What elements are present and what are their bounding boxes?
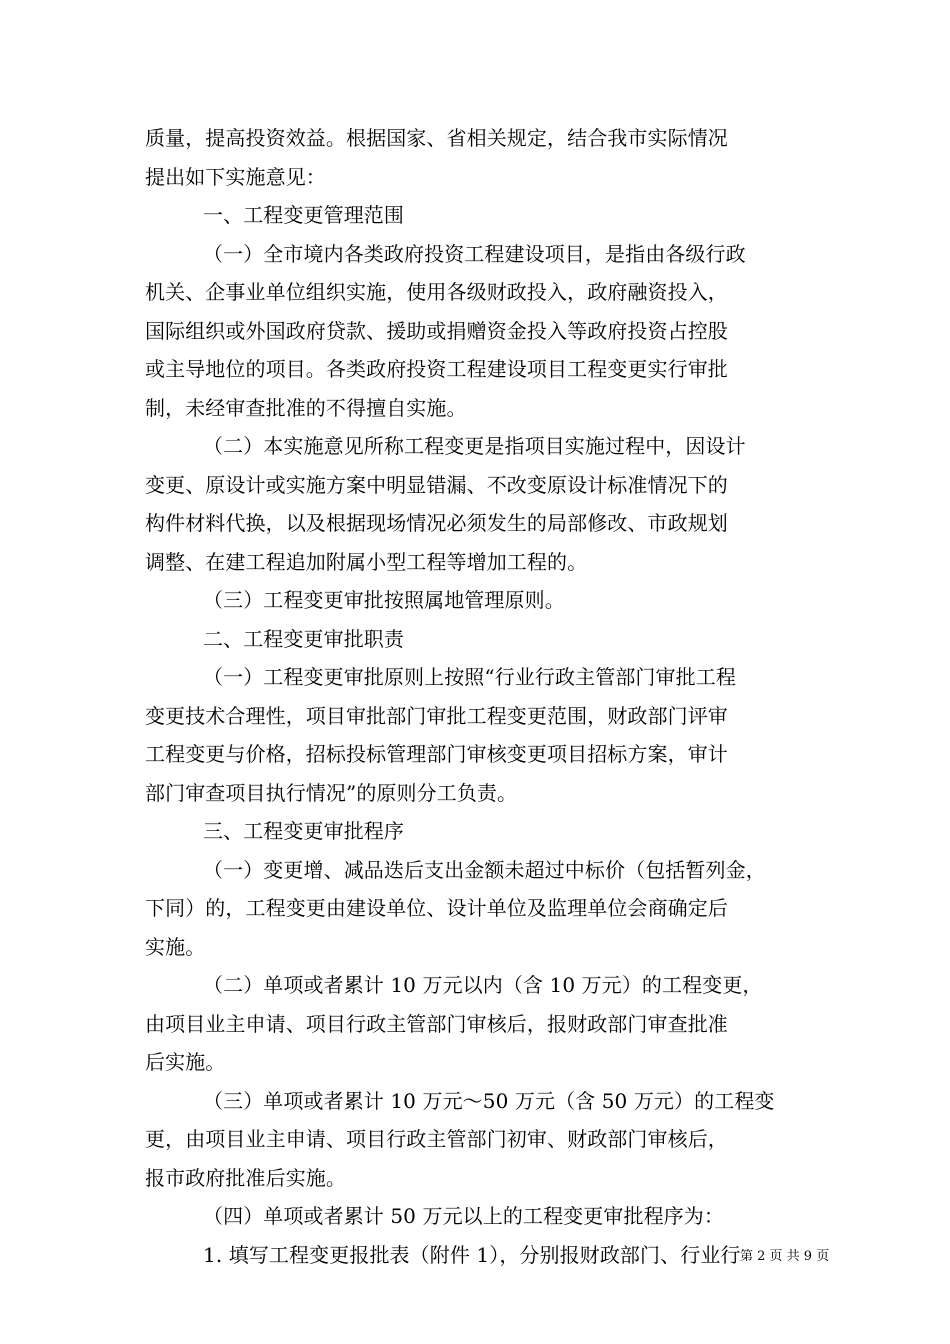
text-line: 后实施。	[145, 1050, 226, 1074]
text-line: 部门审查项目执行情况”的原则分工负责。	[145, 780, 518, 805]
text-line: 二、工程变更审批职责	[203, 626, 404, 651]
text-line: 更，由项目业主申请、项目行政主管部门初审、财政部门审核后，	[145, 1127, 728, 1151]
text-line: （三）工程变更审批按照属地管理原则。	[203, 588, 565, 612]
text-line: （四）单项或者累计 50 万元以上的工程变更审批程序为：	[203, 1204, 724, 1228]
text-line: 提出如下实施意见：	[145, 164, 326, 189]
text-line: 调整、在建工程追加附属小型工程等增加工程的。	[145, 549, 588, 574]
text-line: 由项目业主申请、项目行政主管部门审核后，报财政部门审查批准	[145, 1011, 728, 1036]
text-line: 制，未经审查批准的不得擅自实施。	[145, 395, 467, 420]
text-line: 机关、企事业单位组织实施，使用各级财政投入，政府融资投入，	[145, 280, 728, 304]
page-number: 第 2 页 共 9 页	[740, 1249, 830, 1264]
text-line: 变更技术合理性，项目审批部门审批工程变更范围，财政部门评审	[145, 703, 728, 728]
text-line: 构件材料代换，以及根据现场情况必须发生的局部修改、市政规划	[145, 511, 728, 535]
text-line: 变更、原设计或实施方案中明显错漏、不改变原设计标准情况下的	[145, 472, 728, 497]
text-line: 三、工程变更审批程序	[203, 819, 404, 843]
text-line: 一、工程变更管理范围	[203, 203, 404, 227]
text-line: 工程变更与价格，招标投标管理部门审核变更项目招标方案，审计	[145, 742, 728, 766]
text-line: （三）单项或者累计 10 万元～50 万元（含 50 万元）的工程变	[203, 1088, 775, 1113]
text-line: （一）全市境内各类政府投资工程建设项目，是指由各级行政	[203, 241, 746, 266]
text-line: 下同）的，工程变更由建设单位、设计单位及监理单位会商确定后	[145, 896, 728, 920]
text-line: 国际组织或外国政府贷款、援助或捐赠资金投入等政府投资占控股	[145, 318, 728, 343]
text-line: （二）单项或者累计 10 万元以内（含 10 万元）的工程变更，	[203, 973, 763, 997]
text-line: 报市政府批准后实施。	[145, 1165, 346, 1190]
text-line: 1. 填写工程变更报批表（附件 1），分别报财政部门、行业行	[203, 1242, 741, 1267]
text-line: 质量，提高投资效益。根据国家、省相关规定，结合我市实际情况	[145, 126, 728, 150]
document-body	[145, 119, 815, 1274]
text-line: （一）工程变更审批原则上按照“行业行政主管部门审批工程	[203, 665, 736, 689]
text-line: （二）本实施意见所称工程变更是指项目实施过程中，因设计	[203, 434, 746, 458]
text-line: 实施。	[145, 934, 206, 959]
text-line: 或主导地位的项目。各类政府投资工程建设项目工程变更实行审批	[145, 357, 728, 381]
text-line: （一）变更增、减品迭后支出金额未超过中标价（包括暂列金，	[203, 857, 766, 882]
